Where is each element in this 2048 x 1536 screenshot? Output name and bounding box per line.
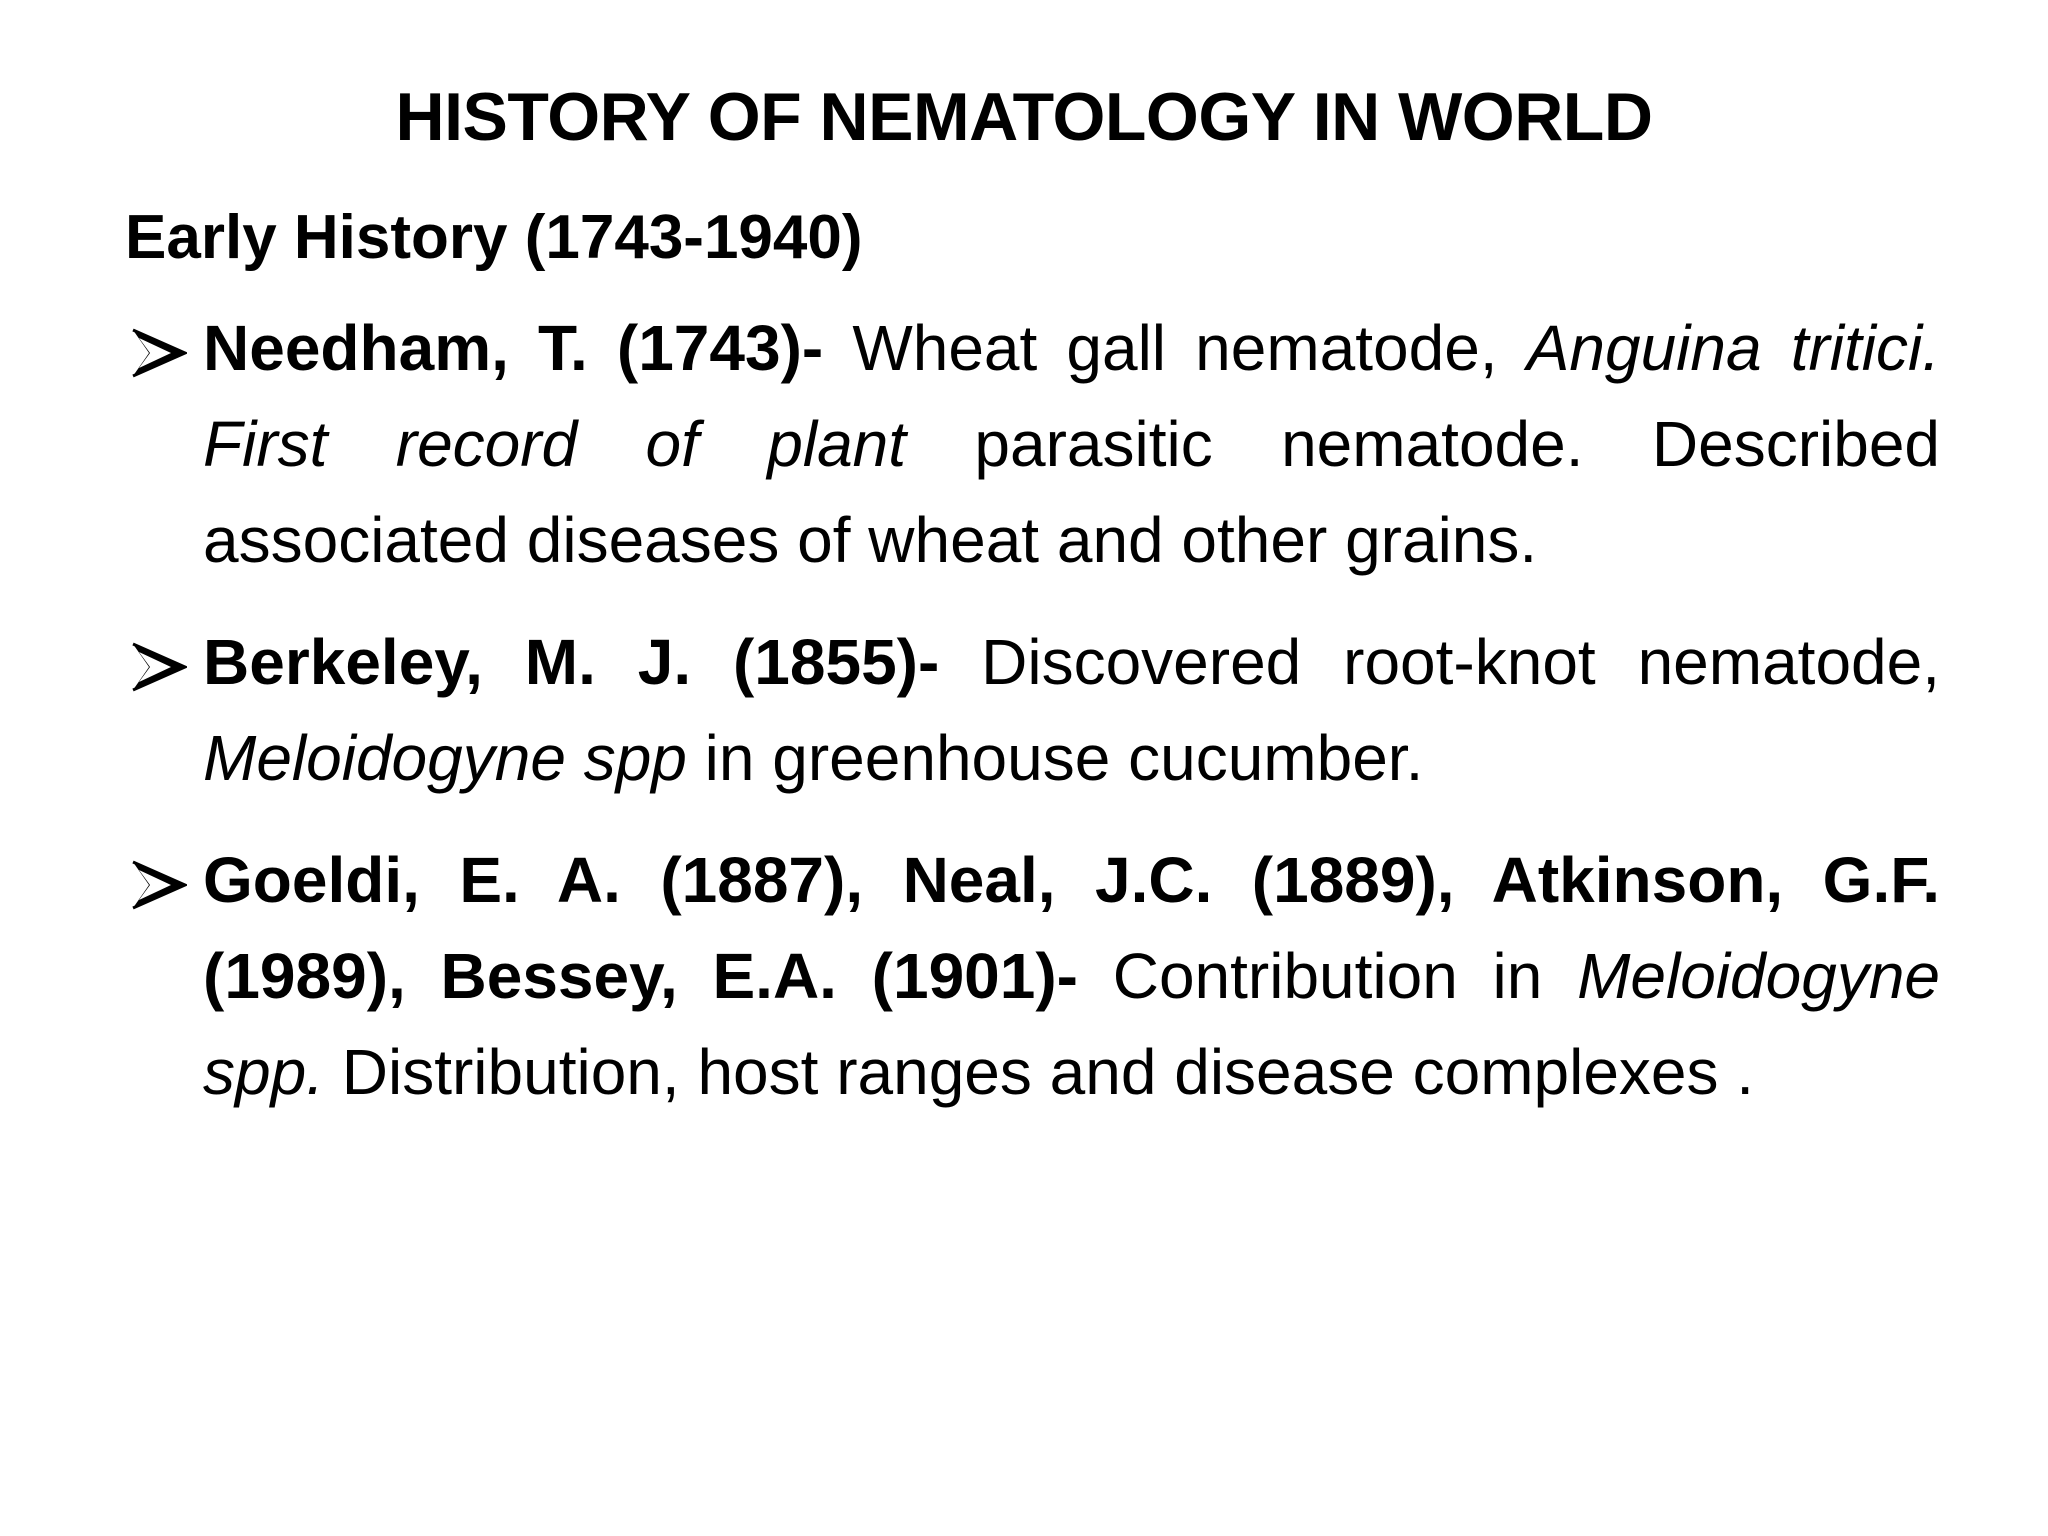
author-citation: Goeldi, E. A. (1887), Neal, J.C. (1889), Atkinson, G.F. (1989), Bessey, E.A. (1901)- <box>203 844 1940 1012</box>
arrowhead-bullet-icon <box>125 614 203 710</box>
item-text-segment: Wheat gall nematode, <box>823 312 1527 384</box>
list-item <box>125 832 1940 1120</box>
item-text-segment: Distribution, host ranges and disease complexes . <box>323 1036 1755 1108</box>
item-text-segment: in greenhouse cucumber. <box>686 722 1424 794</box>
list-item-text <box>203 614 1940 806</box>
arrowhead-bullet-icon <box>125 832 203 928</box>
section-heading: Early History (1743-1940) <box>125 203 863 272</box>
list-item <box>125 300 1940 588</box>
bullet-list <box>125 300 1940 1146</box>
item-text-segment: parasitic nematode. Described associated diseases of wheat and other grains. <box>203 408 1940 576</box>
arrowhead-bullet-icon <box>125 300 203 396</box>
author-citation: Berkeley, M. J. (1855)- <box>203 626 940 698</box>
list-item <box>125 614 1940 806</box>
list-item-text <box>203 300 1940 588</box>
scientific-name: Meloidogyne spp <box>203 722 687 794</box>
list-item-text <box>203 832 1940 1120</box>
arrowhead-bullet-icon-shape <box>131 328 187 378</box>
arrowhead-bullet-icon-shape <box>131 860 187 910</box>
item-text-segment: Discovered root-knot nematode, <box>939 626 1940 698</box>
scientific-name: Meloidogyne spp. <box>203 940 1940 1108</box>
item-text-segment: Contribution in <box>1077 940 1578 1012</box>
slide-title: HISTORY OF NEMATOLOGY IN WORLD <box>395 79 1653 155</box>
scientific-name: Anguina tritici. First record of plant <box>203 312 1941 480</box>
arrowhead-bullet-icon-shape <box>131 642 187 692</box>
author-citation: Needham, T. (1743)- <box>203 312 824 384</box>
